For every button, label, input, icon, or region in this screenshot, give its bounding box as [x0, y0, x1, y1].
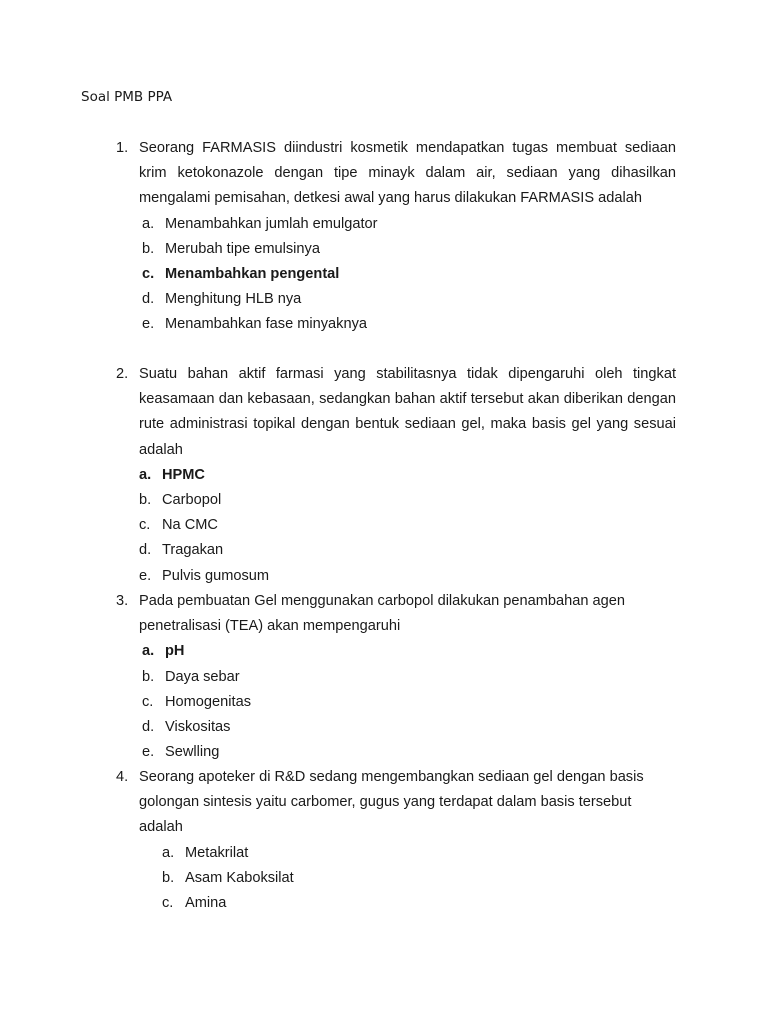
question-1 — [116, 136, 676, 338]
question-text: Seorang FARMASIS diindustri kosmetik mendapatkan tugas membuat sediaan krim ketokonazole dengan tipe minayk dalam air, sediaan yang dihasilkan mengalami pemisahan, detkesi awal yang harus dilakukan FARMASIS adalah — [139, 140, 676, 207]
question-text: Pada pembuatan Gel menggunakan carbopol dilakukan penambahan agen penetralisasi (TEA) akan mempengaruhi — [139, 593, 626, 635]
question-4 — [116, 765, 676, 916]
option-letter: c. — [142, 693, 154, 710]
question-number: 2. — [116, 366, 129, 382]
option-letter: c. — [139, 517, 151, 534]
option-text: HPMC — [162, 466, 205, 483]
option-e — [139, 564, 676, 589]
question-3 — [116, 589, 676, 765]
option-letter: c. — [162, 894, 174, 911]
option-a — [142, 212, 676, 237]
option-list — [162, 841, 676, 917]
option-text: Menghitung HLB nya — [165, 291, 302, 308]
option-letter: e. — [142, 744, 155, 761]
option-b — [139, 488, 676, 513]
option-letter: b. — [142, 240, 155, 257]
option-text: Carbopol — [162, 492, 222, 508]
option-letter: d. — [142, 718, 155, 735]
option-text: Pulvis gumosum — [162, 567, 270, 584]
option-c — [162, 891, 676, 916]
option-text: Homogenitas — [165, 693, 251, 710]
option-e — [142, 740, 676, 765]
option-c — [142, 690, 676, 715]
option-text: Viskositas — [165, 718, 231, 735]
option-text: Sewlling — [165, 744, 220, 761]
question-2 — [116, 362, 676, 589]
option-e — [142, 312, 676, 337]
option-c — [139, 513, 676, 538]
option-b — [162, 866, 676, 891]
option-letter: e. — [139, 567, 152, 584]
option-text: Metakrilat — [185, 844, 249, 861]
option-text: Menambahkan jumlah emulgator — [165, 215, 378, 232]
option-letter: d. — [142, 291, 155, 308]
option-letter: a. — [139, 466, 152, 483]
page-title: Soal PMB PPA — [81, 89, 173, 105]
option-b — [142, 237, 676, 262]
option-text: Tragakan — [162, 542, 224, 559]
option-text: Asam Kaboksilat — [185, 869, 294, 886]
option-list — [142, 212, 676, 338]
option-letter: b. — [142, 668, 155, 685]
option-d — [142, 287, 676, 312]
question-number: 4. — [116, 769, 129, 785]
option-a — [142, 639, 676, 664]
option-letter: a. — [142, 215, 155, 232]
option-text: Amina — [185, 894, 227, 911]
question-text: Suatu bahan aktif farmasi yang stabilitasnya tidak dipengaruhi oleh tingkat keasamaan dan kebasaan, sedangkan bahan aktif tersebut akan diberikan dengan rute administrasi topikal dengan bentuk sediaan gel, maka basis gel yang sesuai adalah — [139, 366, 676, 458]
option-text: pH — [165, 643, 185, 660]
option-letter: c. — [142, 265, 155, 282]
option-letter: b. — [139, 492, 152, 508]
option-text: Daya sebar — [165, 668, 240, 685]
option-text: Merubah tipe emulsinya — [165, 240, 320, 257]
question-text: Seorang apoteker di R&D sedang mengembangkan sediaan gel dengan basis golongan sintesis yaitu carbomer, gugus yang terdapat dalam basis tersebut adalah — [139, 769, 644, 836]
option-a — [139, 463, 676, 488]
option-letter: d. — [139, 542, 152, 559]
question-number: 3. — [116, 593, 129, 609]
option-d — [142, 715, 676, 740]
option-text: Menambahkan pengental — [165, 265, 340, 282]
option-list — [142, 639, 676, 765]
option-d — [139, 538, 676, 563]
option-letter: a. — [142, 643, 155, 660]
option-text: Menambahkan fase minyaknya — [165, 316, 367, 333]
option-letter: e. — [142, 316, 155, 333]
option-c — [142, 262, 676, 287]
option-list — [139, 463, 676, 589]
option-letter: a. — [162, 844, 175, 861]
question-number: 1. — [116, 140, 129, 156]
option-text: Na CMC — [162, 517, 218, 534]
option-b — [142, 665, 676, 690]
option-a — [162, 841, 676, 866]
option-letter: b. — [162, 869, 175, 886]
